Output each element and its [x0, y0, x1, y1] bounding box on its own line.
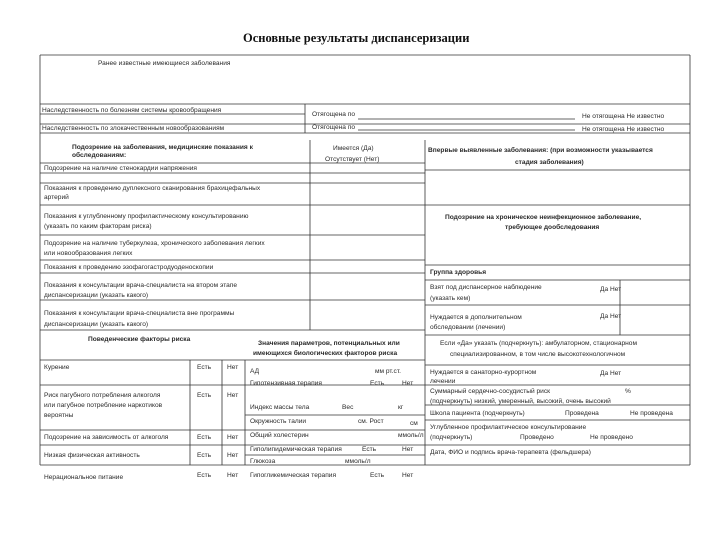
row-outside-a: Показания к консультации врача-специалиста вне программы [44, 310, 235, 317]
alcohol-no: Нет [227, 392, 239, 399]
sanatorium-b: лечении [430, 378, 456, 385]
alcohol-a: Риск пагубного потребления алкоголя [44, 392, 161, 399]
activity-yes: Есть [197, 452, 212, 459]
page-title: Основные результаты диспансеризации [243, 31, 470, 45]
row-duplex-a: Показания к проведению дуплексного сканирования брахицефальных [44, 185, 261, 192]
bp-unit: мм рт.ст. [375, 368, 401, 375]
header-absent: Отсутствует (Нет) [325, 156, 380, 163]
waist-label: Окружность талии [250, 418, 307, 425]
heredity-circulatory-label: Наследственность по болезням системы кровообращения [42, 107, 222, 114]
lipid-no: Нет [402, 446, 414, 453]
row-tb-b: или новообразования легких [44, 250, 133, 257]
height-unit: см [410, 420, 418, 427]
row-angina: Подозрение на наличие стенокардии напряжения [44, 165, 197, 172]
new-diseases-a: Впервые выявленные заболевания: (при возможности указывается [428, 147, 653, 154]
health-group: Группа здоровья [430, 269, 487, 276]
chol-label: Общий холестерин [250, 432, 309, 439]
header-has: Имеется (Да) [333, 145, 374, 152]
treatment-yes-no: Да Нет [600, 313, 622, 320]
heredity-circulatory-options: Не отягощена Не известно [582, 113, 665, 120]
deep-consult-not: Не проведено [590, 434, 633, 441]
new-diseases-b: стадия заболевания) [515, 159, 584, 166]
row-egd: Показания к проведению эзофагогастродуоденоскопии [44, 264, 214, 271]
lipid-label: Гиполипидемическая терапия [250, 446, 342, 453]
dispensary-b: (указать кем) [430, 295, 471, 302]
hypertension-label: Гипотензивная терапия [250, 380, 322, 387]
school-done: Проведена [565, 410, 599, 417]
bp-label: АД [250, 368, 260, 375]
weight-unit: кг [398, 404, 404, 411]
glucose-unit: ммоль/л [345, 458, 371, 465]
suspect-chronic-a: Подозрение на хроническое неинфекционное заболевание, [445, 214, 642, 221]
school-not: Не проведена [630, 410, 673, 417]
row-specialist-b: диспансеризации (указать какого) [44, 292, 149, 299]
activity-no: Нет [227, 452, 239, 459]
deep-consult-a: Углубленное профилактическое консультирование [430, 424, 587, 431]
row-specialist-a: Показания к консультации врача-специалиста на втором этапе [44, 282, 238, 289]
dispensary-a: Взят под диспансерное наблюдение [430, 284, 542, 291]
hypoglyc-no: Нет [402, 472, 414, 479]
diet-no: Нет [227, 472, 239, 479]
total-risk-pct: % [625, 388, 631, 395]
total-risk-b: (подчеркнуть) низкий, умеренный, высокий, очень высокий [430, 398, 611, 405]
treatment-a: Нуждается в дополнительном [430, 314, 522, 321]
diet-yes: Есть [197, 472, 212, 479]
drugs-yes: Есть [197, 434, 212, 441]
activity-label: Низкая физическая активность [44, 452, 140, 459]
weight-label: Вес [342, 404, 354, 411]
heredity-circulatory-prefix: Отягощена по [312, 111, 356, 118]
diet-label: Нерациональное питание [44, 474, 124, 481]
total-risk-a: Суммарный сердечно-сосудистый риск [430, 388, 551, 395]
smoking-yes: Есть [197, 364, 212, 371]
row-consult-a: Показания к углубленному профилактическому консультированию [44, 213, 249, 220]
row-consult-b: (указать по каким факторам риска) [44, 223, 152, 230]
waist-unit: см. Рост [358, 418, 384, 425]
bio-header-a: Значения параметров, потенциальных или [258, 340, 400, 347]
glucose-label: Глюкоза [250, 458, 276, 465]
row-outside-b: диспансеризации (указать какого) [44, 321, 149, 328]
deep-consult-done: Проведено [520, 434, 554, 441]
lipid-yes: Есть [362, 446, 377, 453]
risk-header: Поведенческие факторы риска [88, 336, 191, 343]
deep-consult-b: (подчеркнуть) [430, 434, 473, 441]
alcohol-yes: Есть [197, 392, 212, 399]
sanatorium-a: Нуждается в санаторно-курортном [430, 369, 537, 376]
alcohol-b: или пагубное потребление наркотиков [44, 402, 163, 409]
heredity-cancer-options: Не отягощена Не известно [582, 126, 665, 133]
hypoglyc-yes: Есть [370, 472, 385, 479]
drugs-label: Подозрение на зависимость от алкоголя [44, 434, 169, 441]
row-tb-a: Подозрение на наличие туберкулеза, хронического заболевания легких [44, 240, 265, 247]
smoking-no: Нет [227, 364, 239, 371]
dispensary-yes-no: Да Нет [600, 286, 622, 293]
suspect-chronic-b: требующее дообследования [505, 224, 600, 231]
suspicion-header: Подозрение на заболевания, медицинские показания к обследованиям: [72, 144, 253, 159]
hypertension-yes: Есть [370, 380, 385, 387]
where-a: Если «Да» указать (подчеркнуть): амбулаторном, стационарном [440, 340, 637, 347]
alcohol-c: вероятны [44, 412, 74, 419]
school-label: Школа пациента (подчеркнуть) [430, 410, 525, 417]
row-duplex-b: артерий [44, 194, 69, 201]
sanatorium-yes-no: Да Нет [600, 370, 622, 377]
treatment-b: обследовании (лечении) [430, 324, 506, 331]
where-b: специализированном, в том числе высокотехнологичном [450, 351, 626, 358]
heredity-cancer-label: Наследственность по злокачественным новообразованиям [42, 125, 225, 132]
hypoglyc-label: Гипогликемическая терапия [250, 472, 337, 479]
signature-label: Дата, ФИО и подпись врача-терапевта (фельдшера) [430, 449, 591, 456]
heredity-cancer-prefix: Отягощена по [312, 124, 356, 131]
drugs-no: Нет [227, 434, 239, 441]
smoking-label: Курение [44, 364, 70, 371]
chol-unit: ммоль/л [398, 432, 424, 439]
hypertension-no: Нет [402, 380, 414, 387]
bmi-label: Индекс массы тела [250, 404, 310, 411]
bio-header-b: имеющихся биологических факторов риска [253, 350, 398, 357]
known-diseases-label: Ранее известные имеющиеся заболевания [98, 60, 231, 67]
